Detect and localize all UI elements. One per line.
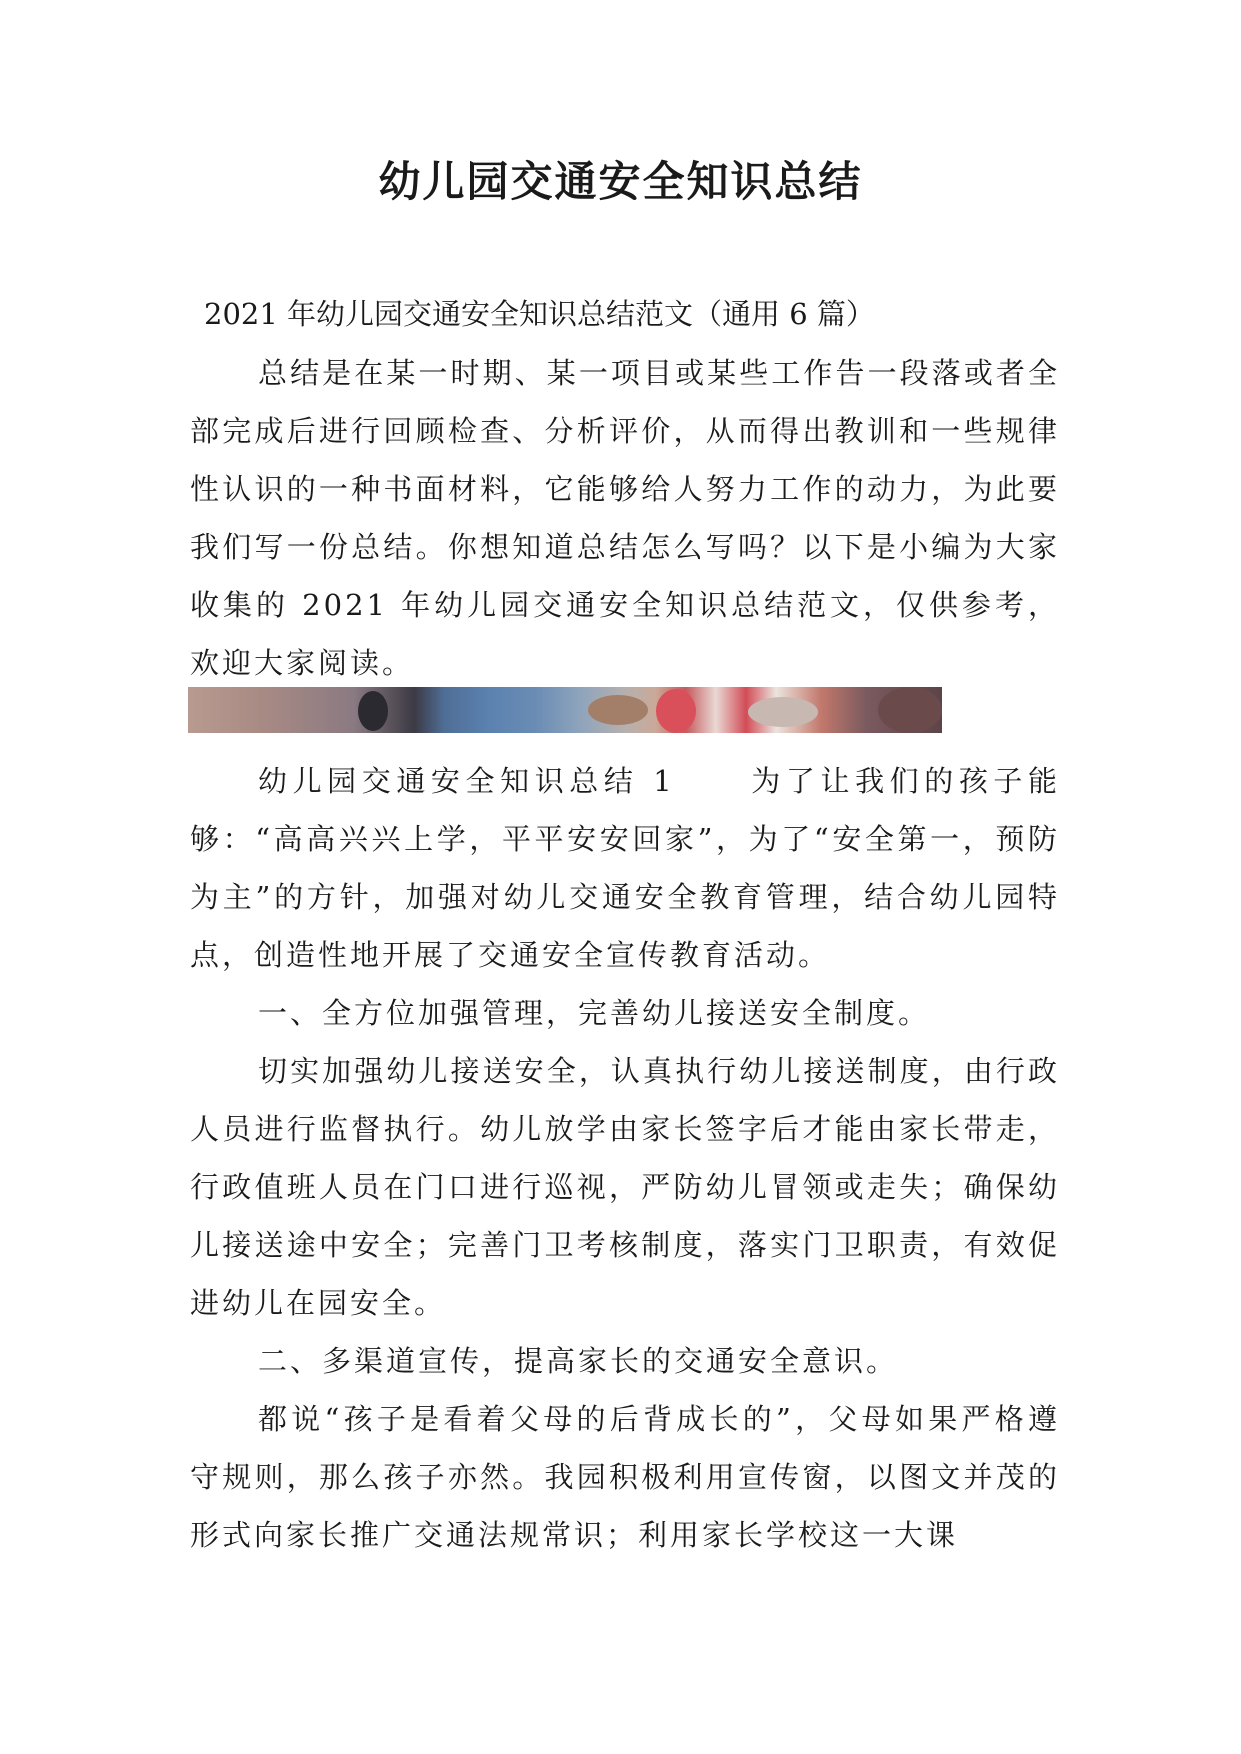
section-1 (190, 752, 1060, 1564)
photo-detail (358, 691, 388, 731)
document-title: 幼儿园交通安全知识总结 (378, 157, 863, 206)
intro-block (190, 344, 1060, 692)
photo-detail (588, 695, 648, 725)
intro-paragraph: 总结是在某一时期、某一项目或某些工作告一段落或者全部完成后进行回顾检查、分析评价，从而得出教训和一些规律性认识的一种书面材料，它能够给人努力工作的动力，为此要我们写一份总结。你想知道总结怎么写吗？以下是小编为大家收集的 2021 年幼儿园交通安全知识总结范文，仅供参考，欢迎大家阅读。 (190, 356, 1060, 680)
section-1-lead-paragraph (190, 752, 1060, 984)
photo-strip-image (188, 687, 942, 733)
section-1-paragraph: 二、多渠道宣传，提高家长的交通安全意识。 (258, 1344, 899, 1378)
section-1-paragraph: 切实加强幼儿接送安全，认真执行幼儿接送制度，由行政人员进行监督执行。幼儿放学由家长签字后才能由家长带走，行政值班人员在门口进行巡视，严防幼儿冒领或走失；确保幼儿接送途中安全；完善门卫考核制度，落实门卫职责，有效促进幼儿在园安全。 (190, 1054, 1060, 1320)
photo-detail (656, 689, 696, 733)
section-1-heading: 幼儿园交通安全知识总结 1 (258, 764, 675, 798)
section-1-paragraph: 一、全方位加强管理，完善幼儿接送安全制度。 (258, 996, 931, 1030)
document-subtitle: 2021 年幼儿园交通安全知识总结范文（通用 6 篇） (204, 297, 875, 331)
photo-detail (878, 687, 942, 733)
section-1-lead: 为了让我们的孩子能够：“高高兴兴上学，平平安安回家”，为了“安全第一，预防为主”的方针，加强对幼儿交通安全教育管理，结合幼儿园特点，创造性地开展了交通安全宣传教育活动。 (190, 764, 1060, 972)
photo-detail (748, 697, 818, 727)
section-1-paragraph: 都说“孩子是看着父母的后背成长的”，父母如果严格遵守规则，那么孩子亦然。我园积极利用宣传窗，以图文并茂的形式向家长推广交通法规常识；利用家长学校这一大课 (190, 1402, 1060, 1552)
